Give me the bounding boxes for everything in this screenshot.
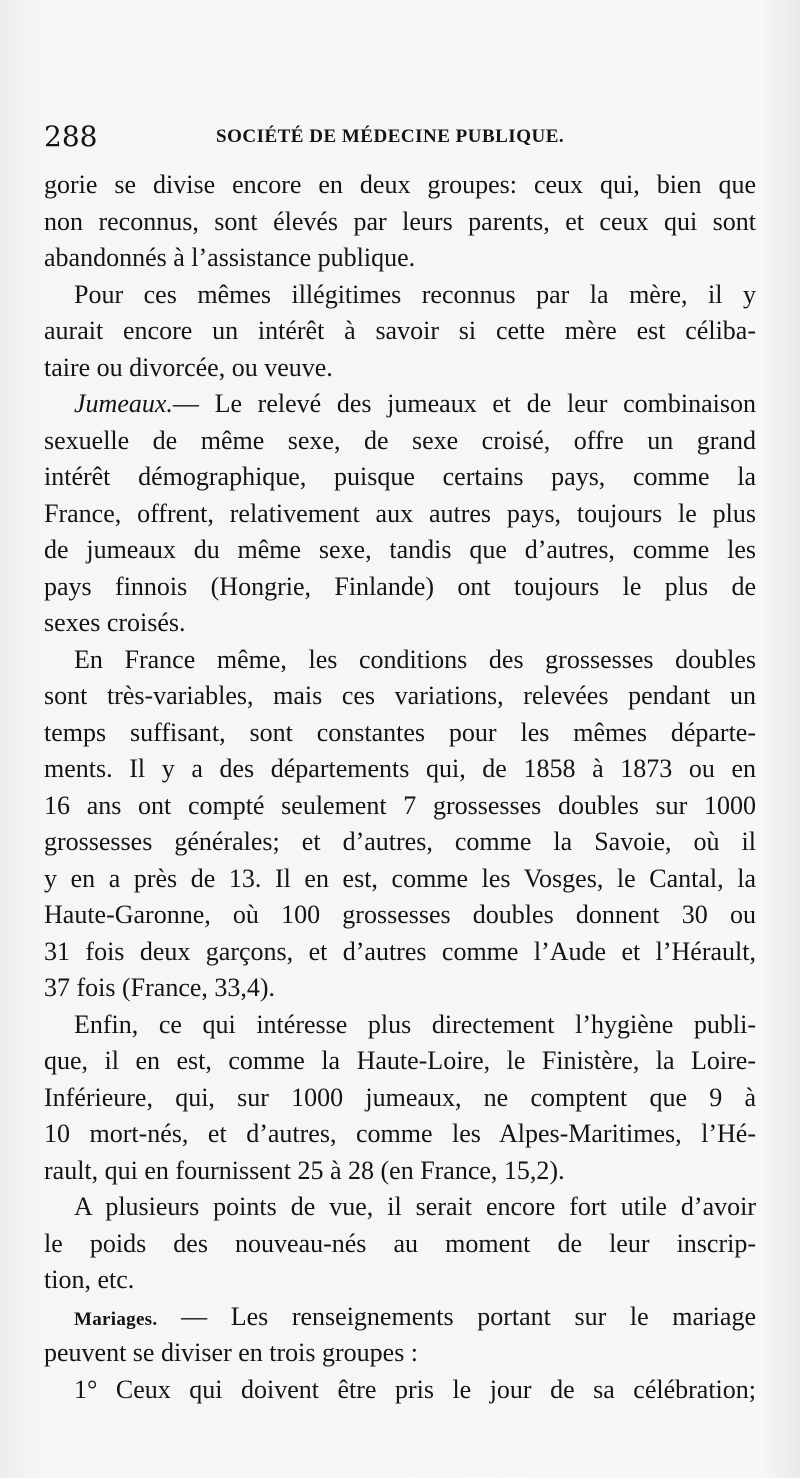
text-line [44, 423, 756, 460]
line-text: sexuelle de même sexe, de sexe croisé, offre un grand [44, 425, 756, 455]
text-line [44, 1153, 756, 1190]
text-line [44, 313, 756, 350]
line-text: ments. Il y a des départements qui, de 1858 à 1873 ou en [44, 754, 756, 783]
text-line [44, 350, 756, 387]
text-line [44, 1007, 756, 1044]
line-text: que, il en est, comme la Haute-Loire, le Finistère, la Loire- [44, 1046, 756, 1075]
text-line [44, 1299, 756, 1336]
text-line [44, 1189, 756, 1226]
line-text: le poids des nouveau-nés au moment de leur inscrip- [44, 1228, 756, 1258]
line-text: En France même, les conditions des grossesses doubles [74, 644, 756, 674]
line-text: France, offrent, relativement aux autres pays, toujours le plus [44, 498, 756, 528]
text-line [44, 532, 756, 569]
text-line [44, 1262, 756, 1299]
text-line [44, 204, 756, 241]
line-text: Pour ces mêmes illégitimes reconnus par la mère, il y [74, 279, 756, 309]
line-text: A plusieurs points de vue, il serait encore fort utile d’avoir [74, 1192, 756, 1221]
line-text: Enfin, ce qui intéresse plus directement l’hygiène publi- [74, 1009, 756, 1039]
text-line [44, 459, 756, 496]
line-text: peuvent se diviser en trois groupes : [44, 1338, 419, 1367]
line-text: sexes croisés. [44, 608, 186, 637]
line-text: de jumeaux du même sexe, tandis que d’autres, comme les [44, 535, 756, 564]
section-lead: Jumeaux. [74, 389, 173, 418]
text-line [44, 496, 756, 533]
line-text: abandonnés à l’assistance publique. [44, 243, 416, 272]
text-line [44, 277, 756, 314]
text-line [44, 642, 756, 679]
running-head: SOCIÉTÉ DE MÉDECINE PUBLIQUE. [216, 126, 565, 147]
section-lead: Mariages. [74, 1308, 158, 1330]
line-text: grossesses générales; et d’autres, comme la Savoie, où il [44, 827, 756, 856]
text-line [44, 569, 756, 606]
text-line [44, 934, 756, 971]
line-text: intérêt démographique, puisque certains pays, comme la [44, 462, 756, 491]
text-line [44, 240, 756, 277]
line-text: rault, qui en fournissent 25 à 28 (en France, 15,2). [44, 1155, 565, 1185]
page-number: 288 [44, 120, 98, 153]
text-line [44, 897, 756, 934]
line-text: sont très-variables, mais ces variations, relevées pendant un [44, 681, 756, 710]
line-text: — Le relevé des jumeaux et de leur combinaison [172, 389, 756, 418]
text-line [44, 751, 756, 788]
line-text: temps suffisant, sont constantes pour les mêmes départe- [44, 717, 756, 747]
text-line [44, 1080, 756, 1117]
line-text: y en a près de 13. Il en est, comme les Vosges, le Cantal, la [44, 863, 756, 893]
text-line [44, 1116, 756, 1153]
text-line [44, 386, 756, 423]
line-text: Inférieure, qui, sur 1000 jumeaux, ne comptent que 9 à [44, 1082, 756, 1112]
line-text: aurait encore un intérêt à savoir si cette mère est céliba- [44, 316, 756, 345]
text-line [44, 167, 756, 204]
line-text: Haute-Garonne, où 100 grossesses doubles donnent 30 ou [44, 900, 756, 929]
line-text: 37 fois (France, 33,4). [44, 973, 276, 1002]
line-text: tion, etc. [44, 1265, 135, 1294]
line-text: — Les renseignements portant sur le mariage [157, 1301, 756, 1331]
line-text: pays finnois (Hongrie, Finlande) ont toujours le plus de [44, 571, 756, 601]
text-line [44, 1043, 756, 1080]
line-text: 31 fois deux garçons, et d’autres comme l’Aude et l’Hérault, [44, 936, 756, 966]
body-text [44, 167, 756, 1408]
text-line [44, 788, 756, 825]
text-line [44, 1335, 756, 1372]
text-line [44, 715, 756, 752]
text-line [44, 1372, 756, 1409]
page-header [44, 120, 756, 156]
line-text: non reconnus, sont élevés par leurs parents, et ceux qui sont [44, 206, 756, 236]
line-text: gorie se divise encore en deux groupes: ceux qui, bien que [44, 170, 756, 199]
line-text: 16 ans ont compté seulement 7 grossesses doubles sur 1000 [44, 790, 756, 820]
text-line [44, 970, 756, 1007]
text-line [44, 824, 756, 861]
text-line [44, 861, 756, 898]
line-text: 1° Ceux qui doivent être pris le jour de sa célébration; [74, 1374, 756, 1404]
text-line [44, 605, 756, 642]
line-text: 10 mort-nés, et d’autres, comme les Alpes-Maritimes, l’Hé- [44, 1119, 756, 1148]
text-line [44, 678, 756, 715]
text-line [44, 1226, 756, 1263]
line-text: taire ou divorcée, ou veuve. [44, 352, 333, 382]
